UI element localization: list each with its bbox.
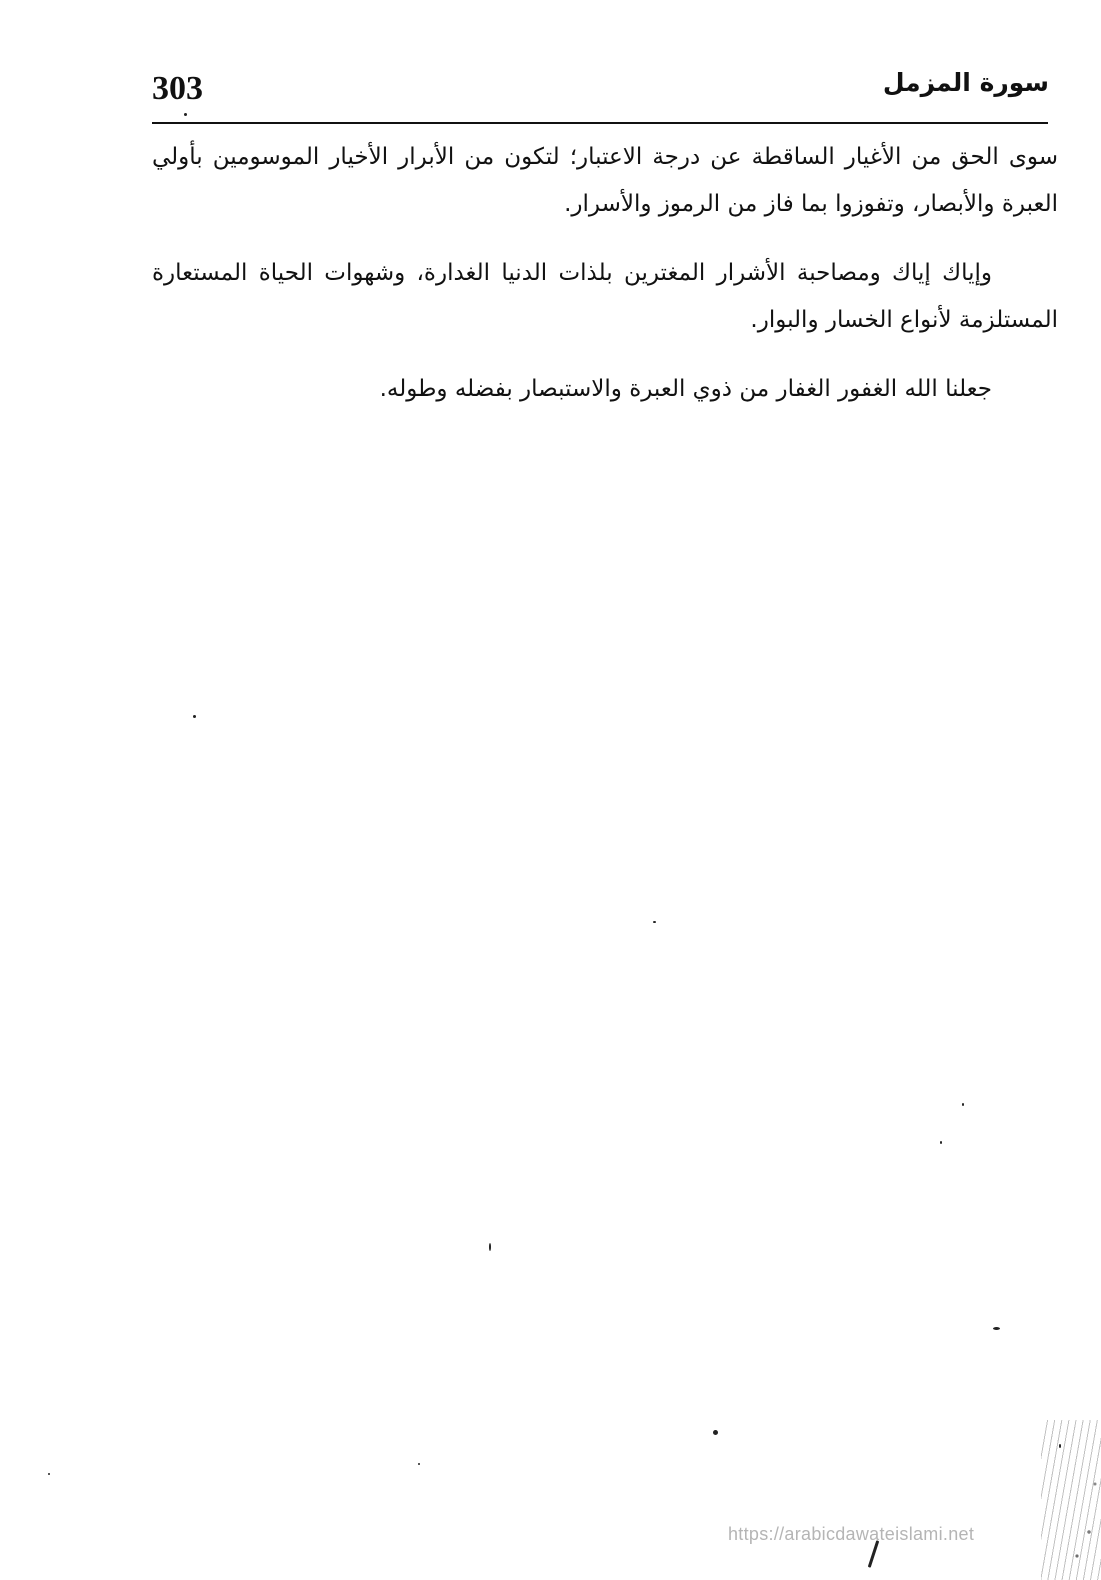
scan-speck (653, 921, 656, 923)
scan-speck (962, 1103, 964, 1106)
scan-speck (713, 1430, 718, 1435)
scan-speck (940, 1141, 942, 1144)
scan-edge-noise (1041, 1420, 1101, 1580)
body-text (152, 134, 1058, 435)
scan-speck (193, 715, 196, 718)
paragraph-1: سوى الحق من الأغيار الساقطة عن درجة الاعتبار؛ لتكون من الأبرار الأخيار الموسومين بأولي العبرة والأبصار، وتفوزوا بما فاز من الرموز والأسرار. (152, 144, 1058, 217)
surah-title: سورة المزمل (882, 68, 1049, 97)
scan-speck (184, 113, 187, 116)
page-number: 303 (152, 70, 203, 107)
paragraph-3: جعلنا الله الغفور الغفار من ذوي العبرة والاستبصار بفضله وطوله. (379, 376, 992, 402)
paragraph-2: وإياك إياك ومصاحبة الأشرار المغترين بلذات الدنيا الغدارة، وشهوات الحياة المستعارة المستلزمة لأنواع الخسار والبوار. (152, 260, 1058, 333)
scan-speck (993, 1327, 1000, 1330)
header-rule (152, 122, 1048, 124)
scan-speck (489, 1243, 491, 1251)
scan-speck (418, 1463, 420, 1465)
scan-speck (48, 1473, 50, 1475)
watermark-url: https://arabicdawateislami.net (728, 1524, 975, 1544)
